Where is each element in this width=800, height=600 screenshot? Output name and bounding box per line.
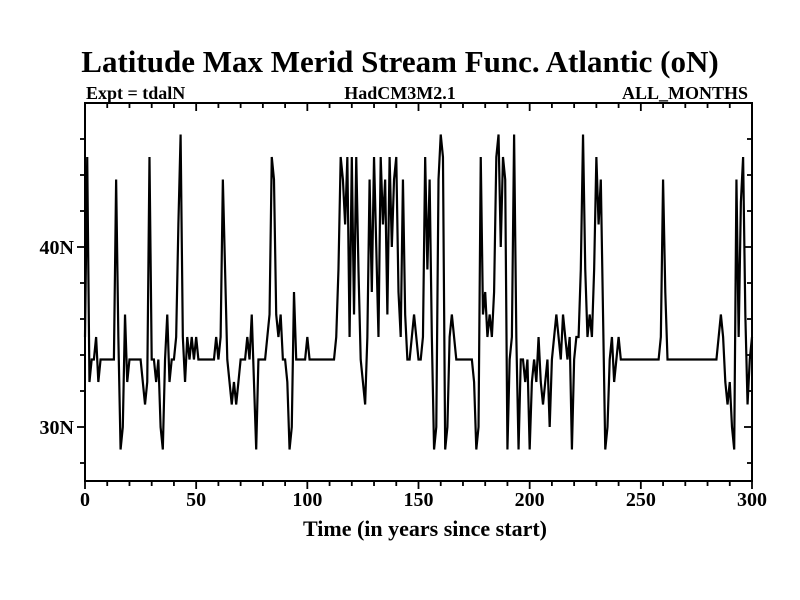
model-label: HadCM3M2.1 [344,83,456,103]
plot-frame [85,103,752,481]
x-tick-label: 250 [625,489,656,511]
latitude-timeseries-line [85,135,752,450]
x-tick-label: 50 [186,489,207,511]
months-label: ALL_MONTHS [621,83,748,103]
y-tick-label: 40N [39,237,74,259]
x-tick-label: 300 [737,489,767,511]
y-tick-label: 30N [39,417,74,439]
x-tick-label: 0 [80,489,90,511]
x-tick-label: 150 [403,489,434,511]
chart-title: Latitude Max Merid Stream Func. Atlantic (oN) [81,44,719,79]
x-tick-label: 100 [292,489,323,511]
x-tick-label: 200 [514,489,545,511]
experiment-label: Expt = tdalN [86,83,186,103]
x-axis-title: Time (in years since start) [303,516,547,541]
